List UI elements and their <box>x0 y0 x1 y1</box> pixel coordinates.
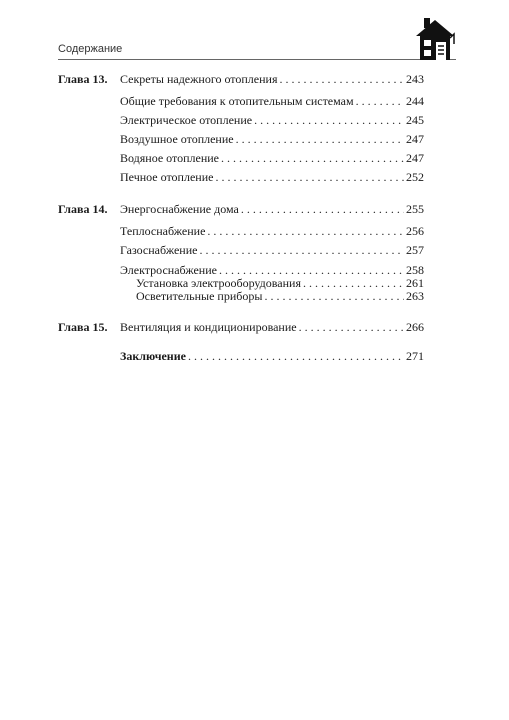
toc-leader-dots <box>221 151 404 165</box>
toc-entry[interactable] <box>120 202 424 216</box>
toc-entry-page: 243 <box>406 72 424 86</box>
toc-leader-dots <box>303 276 404 290</box>
toc-entry-conclusion[interactable] <box>120 349 424 363</box>
toc-entry[interactable] <box>120 151 424 165</box>
toc-entry[interactable] <box>120 320 424 334</box>
toc-entry-page: 245 <box>406 113 424 127</box>
toc-entry[interactable] <box>120 94 424 108</box>
chapter-label-15: Глава 15. <box>58 320 108 334</box>
toc-entry-page: 261 <box>406 276 424 290</box>
toc-entry[interactable] <box>120 170 424 184</box>
toc-leader-dots <box>264 289 404 303</box>
toc-leader-dots <box>199 243 404 257</box>
toc-leader-dots <box>299 320 404 334</box>
toc-leader-dots <box>236 132 404 146</box>
toc-subentry[interactable] <box>136 289 424 303</box>
toc-leader-dots <box>254 113 404 127</box>
toc-entry[interactable] <box>120 224 424 238</box>
toc-entry-title: Общие требования к отопительным системам <box>120 94 354 108</box>
toc-entry[interactable] <box>120 113 424 127</box>
toc-entry-title: Воздушное отопление <box>120 132 234 146</box>
toc-leader-dots <box>279 72 404 86</box>
toc-leader-dots <box>188 349 404 363</box>
toc-entry-title: Электроснабжение <box>120 263 217 277</box>
chapter-label-13: Глава 13. <box>58 72 108 86</box>
toc-entry[interactable] <box>120 243 424 257</box>
toc-entry[interactable] <box>120 132 424 146</box>
toc-leader-dots <box>356 94 404 108</box>
toc-entry-title: Вентиляция и кондиционирование <box>120 320 297 334</box>
toc-entry-page: 247 <box>406 151 424 165</box>
toc-subentry[interactable] <box>136 276 424 290</box>
header-rule <box>58 59 456 60</box>
toc-entry-title: Энергоснабжение дома <box>120 202 239 216</box>
toc-entry-title: Осветительные приборы <box>136 289 263 303</box>
house-logo-icon <box>414 16 456 62</box>
toc-entry-title: Установка электрооборудования <box>136 276 301 290</box>
toc-entry-page: 247 <box>406 132 424 146</box>
toc-entry-title: Газоснабжение <box>120 243 198 257</box>
toc-entry-title: Теплоснабжение <box>120 224 206 238</box>
toc-entry-title: Заключение <box>120 349 186 363</box>
toc-entry-title: Электрическое отопление <box>120 113 253 127</box>
chapter-label-14: Глава 14. <box>58 202 108 216</box>
toc-leader-dots <box>241 202 404 216</box>
toc-entry-page: 271 <box>406 349 424 363</box>
toc-entry-page: 252 <box>406 170 424 184</box>
header-title: Содержание <box>58 43 123 55</box>
toc-entry-page: 244 <box>406 94 424 108</box>
toc-entry[interactable] <box>120 263 424 277</box>
toc-entry-page: 266 <box>406 320 424 334</box>
running-header <box>58 38 456 62</box>
toc-leader-dots <box>219 263 404 277</box>
toc-leader-dots <box>215 170 404 184</box>
toc-entry-title: Секреты надежного отопления <box>120 72 278 86</box>
toc-entry-title: Водяное отопление <box>120 151 220 165</box>
toc-entry-title: Печное отопление <box>120 170 214 184</box>
toc-entry-page: 257 <box>406 243 424 257</box>
toc-entry-page: 255 <box>406 202 424 216</box>
toc-entry-page: 263 <box>406 289 424 303</box>
toc-entry-page: 256 <box>406 224 424 238</box>
toc-entry-page: 258 <box>406 263 424 277</box>
toc-leader-dots <box>207 224 404 238</box>
toc-entry[interactable] <box>120 72 424 86</box>
